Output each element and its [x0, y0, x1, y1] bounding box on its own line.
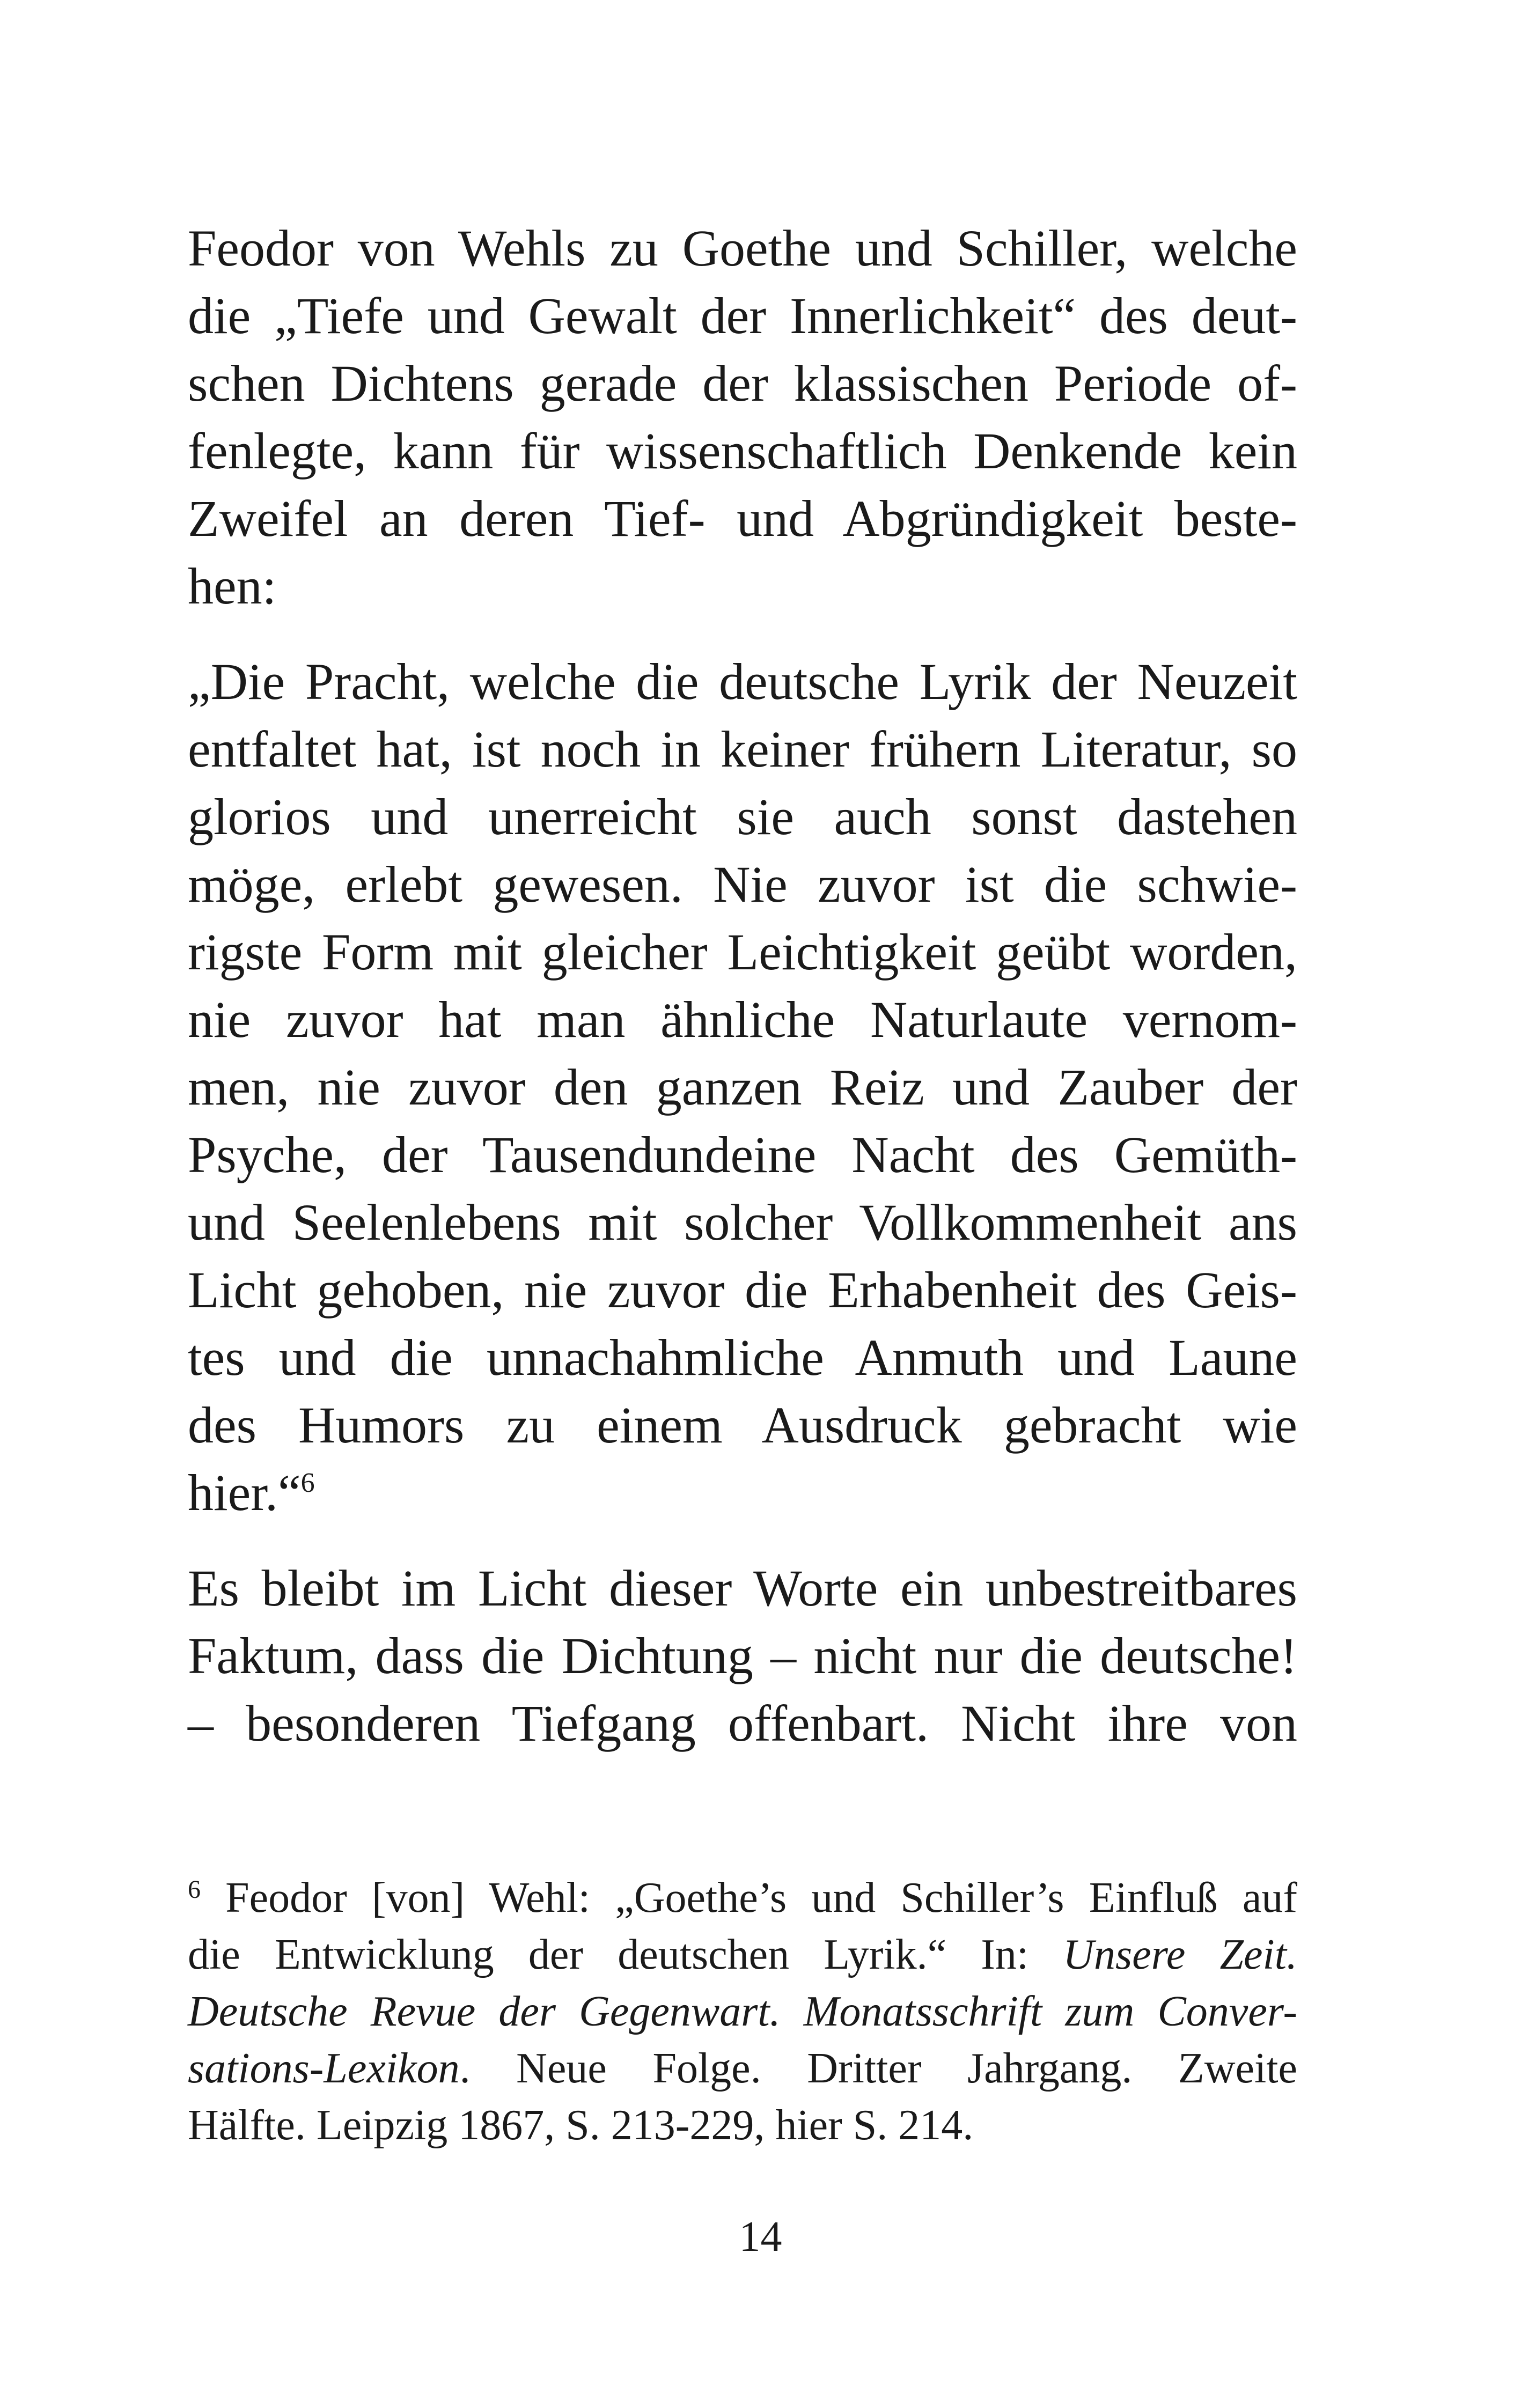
footnote-line — [188, 1926, 1297, 1983]
text-line: Psyche, der Tausendundeine Nacht des Gemüth- — [188, 1126, 1297, 1183]
text-line: fenlegte, kann für wissenschaftlich Denkende kein — [188, 422, 1297, 480]
text-line: Feodor von Wehls zu Goethe und Schiller, welche — [188, 219, 1297, 277]
text-line: Es bleibt im Licht dieser Worte ein unbestreitbares — [188, 1559, 1297, 1617]
text-line: Licht gehoben, nie zuvor die Erhabenheit des Geis- — [188, 1261, 1297, 1319]
page-number: 14 — [739, 2213, 782, 2260]
text-line: men, nie zuvor den ganzen Reiz und Zauber der — [188, 1058, 1297, 1116]
footnote-title: Unsere Zeit. — [1063, 1931, 1297, 1978]
block-quote — [188, 648, 1297, 1527]
text-line: entfaltet hat, ist noch in keiner frühern Literatur, so — [188, 720, 1297, 778]
footnote-reference[interactable]: 6 — [300, 1468, 315, 1498]
text-line: – besonderen Tiefgang offenbart. Nicht ihre von — [188, 1695, 1297, 1752]
footnote-number: 6 — [188, 1875, 201, 1904]
footnote-text: die Entwicklung der deutschen Lyrik.“ In: — [188, 1931, 1063, 1978]
footnote — [188, 1869, 1297, 2154]
text-line: Faktum, dass die Dichtung – nicht nur die deutsche! — [188, 1627, 1297, 1684]
text-line: „Die Pracht, welche die deutsche Lyrik der Neuzeit — [188, 653, 1297, 710]
quote-end-text: hier.“ — [188, 1464, 301, 1521]
footnote-text: . Neue Folge. Dritter Jahrgang. Zweite — [459, 2045, 1297, 2092]
page-body — [188, 215, 1297, 1757]
footnote-title: sations-Lexikon — [188, 2045, 460, 2092]
text-line: glorios und unerreicht sie auch sonst dastehen — [188, 788, 1297, 845]
text-line: tes und die unnachahmliche Anmuth und Laune — [188, 1329, 1297, 1386]
text-line: möge, erlebt gewesen. Nie zuvor ist die schwie- — [188, 856, 1297, 913]
text-line: des Humors zu einem Ausdruck gebracht wie — [188, 1396, 1297, 1454]
footnote-line — [188, 2040, 1297, 2097]
paragraph-intro — [188, 215, 1297, 620]
footnote-title: Deutsche Revue der Gegenwart. Monatsschrift zum Conver- — [188, 1988, 1297, 2035]
text-line: Zweifel an deren Tief- und Abgründigkeit beste- — [188, 490, 1297, 547]
footnote-line: Hälfte. Leipzig 1867, S. 213-229, hier S. 214. — [188, 2102, 974, 2149]
text-line: und Seelenlebens mit solcher Vollkommenheit ans — [188, 1194, 1297, 1251]
text-line: hen: — [188, 557, 277, 615]
text-line — [188, 1459, 1297, 1527]
text-line: rigste Form mit gleicher Leichtigkeit geübt worden, — [188, 923, 1297, 981]
footnote-line — [188, 1869, 1297, 1926]
text-line: nie zuvor hat man ähnliche Naturlaute vernom- — [188, 991, 1297, 1048]
text-line: die „Tiefe und Gewalt der Innerlichkeit“ des deut- — [188, 287, 1297, 344]
paragraph-conclusion — [188, 1555, 1297, 1757]
footnote-text: Feodor [von] Wehl: „Goethe’s und Schiller’s Einfluß auf — [201, 1874, 1297, 1921]
text-line: schen Dichtens gerade der klassischen Periode of- — [188, 355, 1297, 412]
footnote-line — [188, 1983, 1297, 2040]
